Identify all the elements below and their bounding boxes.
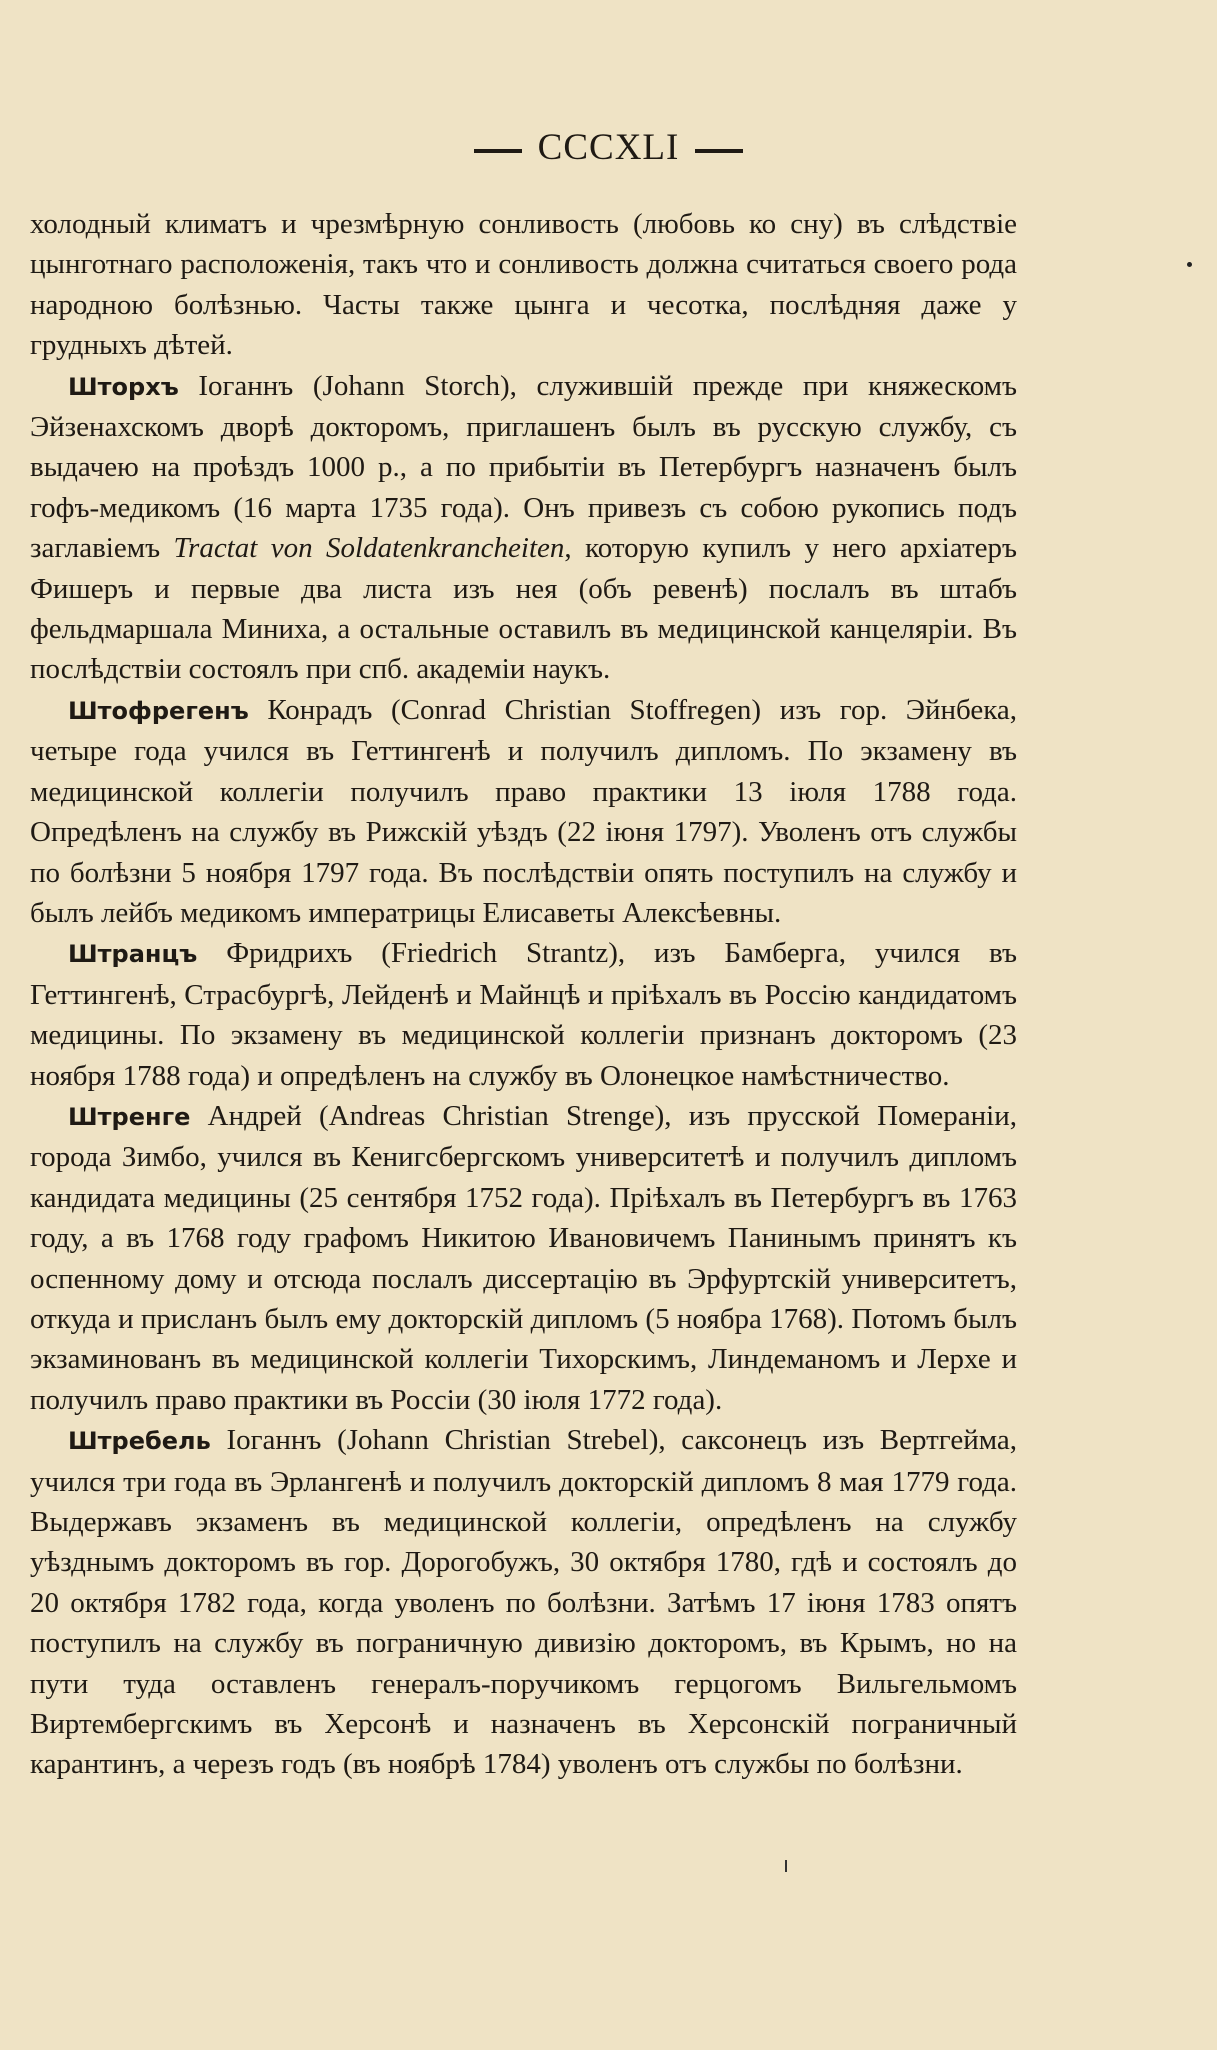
book-title: Tractat von Soldatenkrancheiten — [173, 532, 565, 565]
page-header — [0, 126, 1217, 170]
entry-surname: Штранцъ — [68, 940, 198, 969]
page-number: СССXLI — [537, 127, 680, 168]
entry-strebel — [30, 1420, 1017, 1785]
entry-strenge — [30, 1096, 1017, 1420]
entry-text: Андрей (Andreas Christian Strenge), изъ прусской Помераніи, города Зимбо, учился въ Кенигсбергскомъ университетѣ и получилъ дипломъ кандидата медицины (25 сентября 1752 года). Пріѣхалъ въ Петербургъ въ 1763 году, а въ 1768 году графомъ Никитою Ивановичемъ Панинымъ принятъ къ оспенному дому и отсюда послалъ диссертацію въ Эрфуртскій университетъ, откуда и присланъ былъ ему докторскій дипломъ (5 ноябра 1768). Потомъ былъ экзаминованъ въ медицинской коллегіи Тихорскимъ, Линдеманомъ и Лерхе и получилъ право практики въ Россіи (30 іюля 1772 года). — [30, 1099, 1017, 1416]
ink-speck — [1187, 262, 1192, 267]
entry-storch — [30, 366, 1017, 690]
body-text — [30, 204, 1017, 1785]
entry-surname: Штребель — [68, 1427, 211, 1456]
entry-stoffregen — [30, 690, 1017, 933]
entry-strantz — [30, 933, 1017, 1096]
entry-text: , которую купилъ у него архіатеръ Фишеръ и первые два листа изъ нея (объ ревенѣ) послалъ въ штабъ фельдмаршала Миниха, а остальные оставилъ въ медицинской канцеляріи. Въ послѣдствіи состоялъ при спб. академіи наукъ. — [30, 532, 1017, 686]
entry-surname: Штофрегенъ — [68, 696, 249, 725]
paragraph-text: холодный климатъ и чрезмѣрную сонливость (любовь ко сну) въ слѣдствіе цынготнаго расположенія, такъ что и сонливость должна считаться своего рода народною болѣзнью. Часты также цынга и чесотка, послѣдняя даже у грудныхъ дѣтей. — [30, 208, 1017, 362]
entry-surname: Шторхъ — [68, 372, 179, 401]
ink-mark — [785, 1860, 787, 1872]
entry-text: Іоганнъ (Johann Storch), служившій прежде при княжескомъ Эйзенахскомъ дворѣ докторомъ, приглашенъ былъ въ русскую службу, съ выдачею на проѣздъ 1000 р., а по прибытіи въ Петербургъ назначенъ былъ гофъ-медикомъ (16 марта 1735 года). Онъ привезъ съ собою рукопись подъ заглавіемъ — [30, 369, 1017, 565]
entry-surname: Штренге — [68, 1102, 191, 1131]
entry-text: Конрадъ (Conrad Christian Stoffregen) изъ гор. Эйнбека, четыре года учился въ Геттингенѣ и получилъ дипломъ. По экзамену въ медицинской коллегіи получилъ право практики 13 іюля 1788 года. Опредѣленъ на службу въ Рижскій уѣздъ (22 іюня 1797). Уволенъ отъ службы по болѣзни 5 ноября 1797 года. Въ послѣдствіи опять поступилъ на службу и былъ лейбъ медикомъ императрицы Елисаветы Алексѣевны. — [30, 693, 1017, 929]
paragraph-continuation — [30, 204, 1017, 366]
header-dash-left — [474, 149, 522, 153]
header-dash-right — [695, 149, 743, 153]
entry-text: Іоганнъ (Johann Christian Strebel), саксонецъ изъ Вертгейма, учился три года въ Эрлангенѣ и получилъ докторскій дипломъ 8 мая 1779 года. Выдержавъ экзаменъ въ медицинской коллегіи, опредѣленъ на службу уѣзднымъ докторомъ въ гор. Дорогобужъ, 30 октября 1780, гдѣ и состоялъ до 20 октября 1782 года, когда уволенъ по болѣзни. Затѣмъ 17 іюня 1783 опятъ поступилъ на службу въ пограничную дивизію докторомъ, въ Крымъ, но на пути туда оставленъ генералъ-поручикомъ герцогомъ Вильгельмомъ Виртембергскимъ въ Херсонѣ и назначенъ въ Херсонскій пограничный карантинъ, а черезъ годъ (въ ноябрѣ 1784) уволенъ отъ службы по болѣзни. — [30, 1424, 1017, 1781]
entry-text: Фридрихъ (Friedrich Strantz), изъ Бамберга, учился въ Геттингенѣ, Страсбургѣ, Лейденѣ и Майнцѣ и пріѣхалъ въ Россію кандидатомъ медицины. По экзамену въ медицинской коллегіи признанъ докторомъ (23 ноября 1788 года) и опредѣленъ на службу въ Олонецкое намѣстничество. — [30, 937, 1017, 1092]
